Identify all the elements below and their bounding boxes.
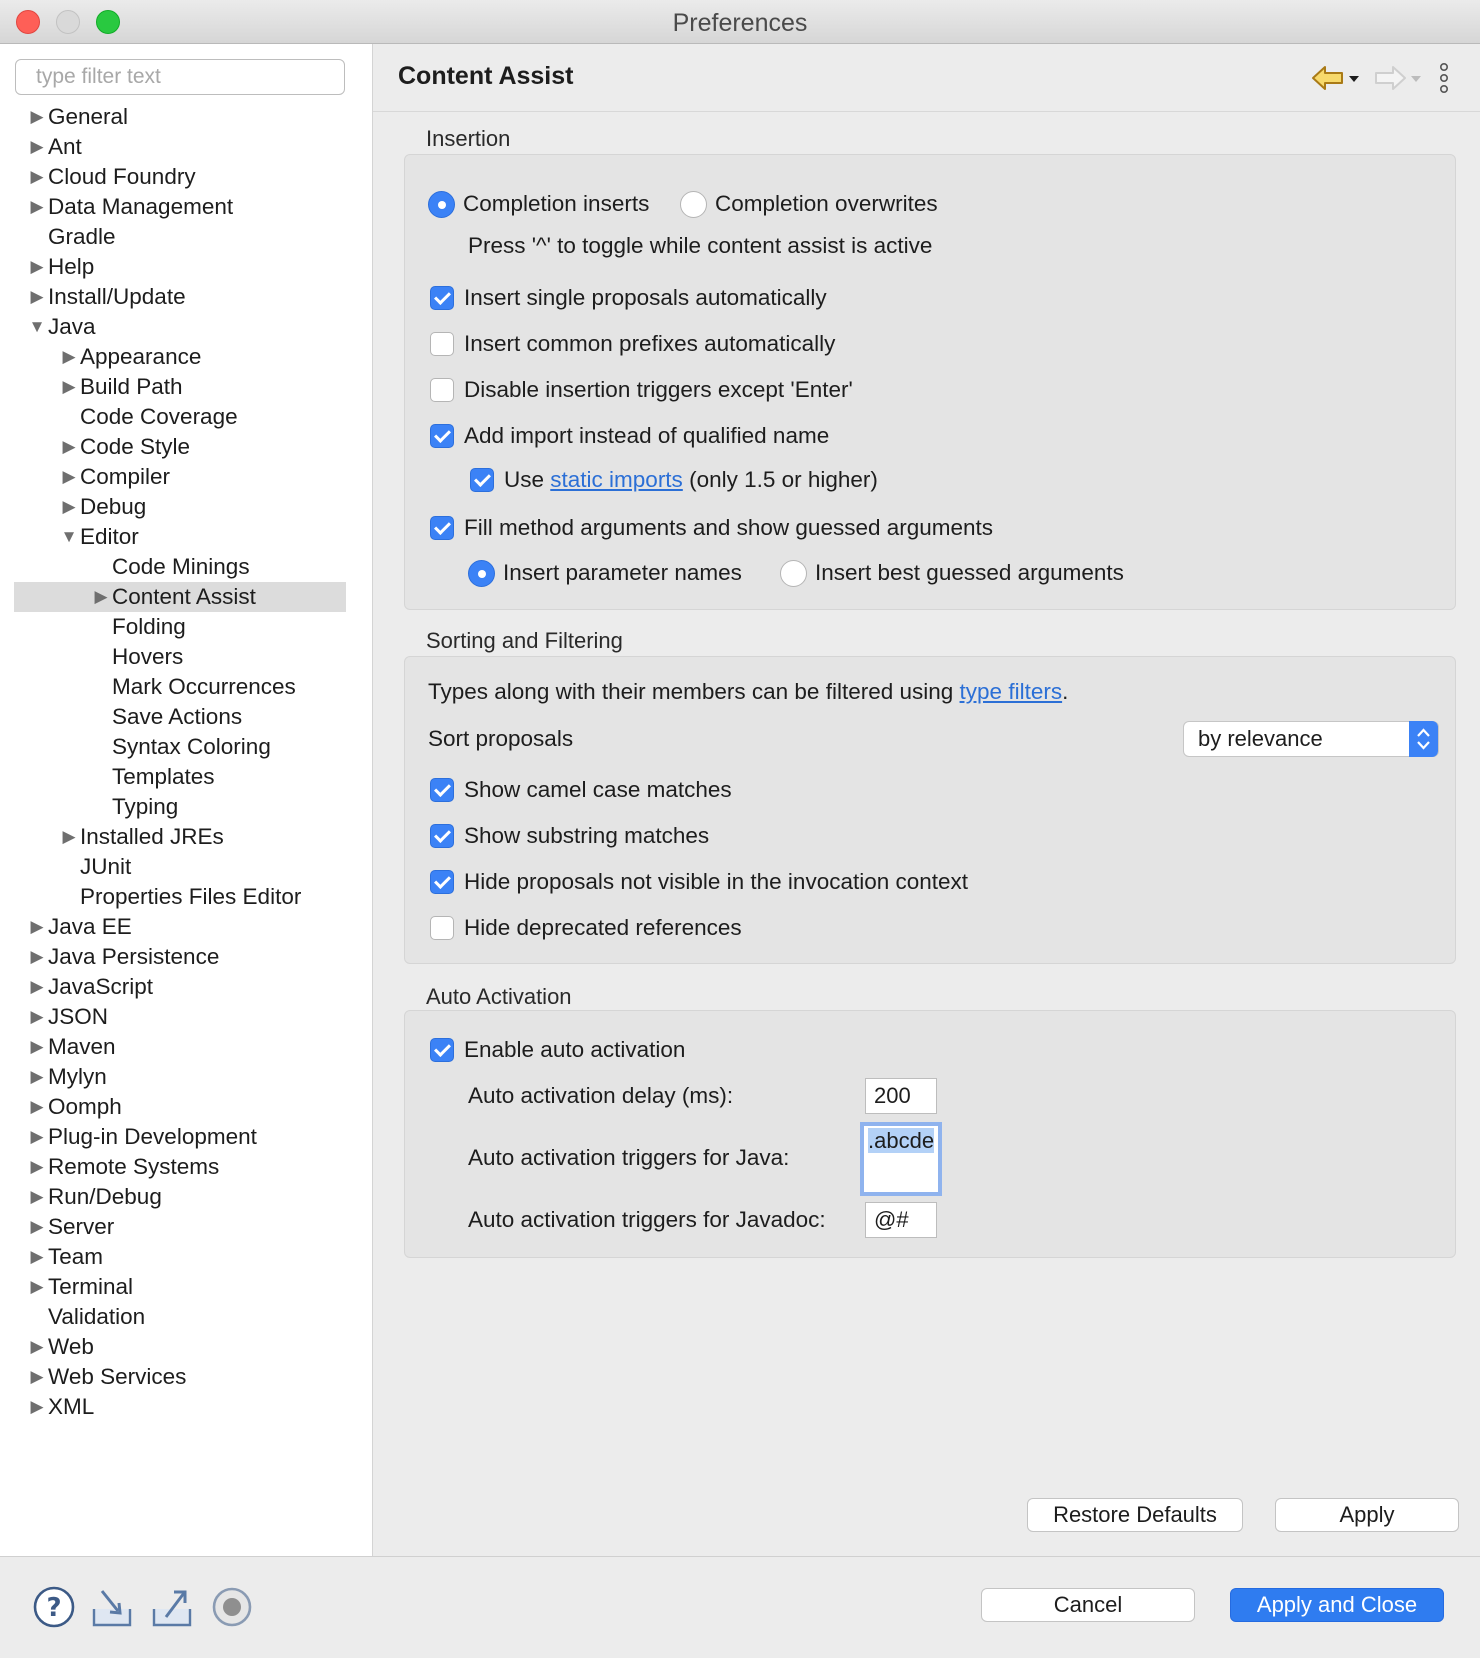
checkbox-checked[interactable] xyxy=(430,824,454,848)
sidebar-item-label: Mylyn xyxy=(48,1064,107,1089)
insert-single-checkbox[interactable] xyxy=(430,283,827,313)
sidebar-item-label: Data Management xyxy=(48,194,234,219)
sidebar-item-java-ee[interactable] xyxy=(14,912,346,942)
sidebar-item-label: XML xyxy=(48,1394,95,1419)
completion-inserts-radio[interactable] xyxy=(428,189,649,219)
toggle-hint: Press '^' to toggle while content assist is active xyxy=(468,233,933,258)
collapsed-triangle-icon[interactable]: ▶ xyxy=(30,1157,44,1176)
apply-and-close-button[interactable]: Apply and Close xyxy=(1230,1588,1444,1622)
collapsed-triangle-icon[interactable]: ▶ xyxy=(30,167,44,186)
sidebar-item-label: Syntax Coloring xyxy=(112,734,271,759)
completion-overwrites-label: Completion overwrites xyxy=(715,191,938,216)
add-import-label: Add import instead of qualified name xyxy=(464,423,830,448)
enable-auto-activation-checkbox[interactable] xyxy=(430,1035,685,1065)
sidebar-item-label: Code Minings xyxy=(112,554,250,579)
sidebar-item-label: Install/Update xyxy=(48,284,186,309)
camel-case-label: Show camel case matches xyxy=(464,777,732,802)
title-bar xyxy=(0,0,1480,44)
sidebar-item-label: Cloud Foundry xyxy=(48,164,196,189)
sidebar-item-templates[interactable] xyxy=(14,762,346,792)
collapsed-triangle-icon[interactable]: ▶ xyxy=(62,467,76,486)
insert-common-label: Insert common prefixes automatically xyxy=(464,331,836,356)
export-icon[interactable] xyxy=(150,1585,194,1629)
type-filters-link[interactable]: type filters xyxy=(959,679,1063,704)
sidebar-item-maven[interactable] xyxy=(14,1032,346,1062)
preferences-tree xyxy=(14,102,346,1422)
sort-proposals-select[interactable] xyxy=(1183,721,1439,757)
preferences-sidebar xyxy=(0,44,373,1556)
forward-arrow-icon[interactable] xyxy=(1373,62,1407,94)
sidebar-item-team[interactable] xyxy=(14,1242,346,1272)
collapsed-triangle-icon[interactable]: ▶ xyxy=(30,1067,44,1086)
sidebar-item-label: Code Style xyxy=(80,434,191,459)
sidebar-item-label: Hovers xyxy=(112,644,184,669)
collapsed-triangle-icon[interactable]: ▶ xyxy=(30,1337,44,1356)
sidebar-item-label: Appearance xyxy=(80,344,202,369)
sidebar-item-label: Validation xyxy=(48,1304,146,1329)
filter-input[interactable] xyxy=(15,59,345,95)
sidebar-item-web[interactable] xyxy=(14,1332,346,1362)
collapsed-triangle-icon[interactable]: ▶ xyxy=(30,1217,44,1236)
back-dropdown-icon[interactable] xyxy=(1347,62,1361,94)
sidebar-item-gradle[interactable] xyxy=(14,222,346,252)
collapsed-triangle-icon[interactable]: ▶ xyxy=(30,107,44,126)
sidebar-item-label: JavaScript xyxy=(48,974,154,999)
sidebar-item-label: Maven xyxy=(48,1034,116,1059)
hide-deprecated-label: Hide deprecated references xyxy=(464,915,742,940)
collapsed-triangle-icon[interactable]: ▶ xyxy=(30,947,44,966)
sidebar-item-appearance[interactable] xyxy=(14,342,346,372)
insert-best-guessed-label: Insert best guessed arguments xyxy=(815,560,1124,585)
sidebar-item-save-actions[interactable] xyxy=(14,702,346,732)
collapsed-triangle-icon[interactable]: ▶ xyxy=(62,437,76,456)
sidebar-item-label: Team xyxy=(48,1244,104,1269)
checkbox-checked[interactable] xyxy=(430,286,454,310)
sidebar-item-server[interactable] xyxy=(14,1212,346,1242)
sidebar-item-java[interactable] xyxy=(14,312,346,342)
sidebar-item-terminal[interactable] xyxy=(14,1272,346,1302)
sidebar-item-help[interactable] xyxy=(14,252,346,282)
sidebar-item-run-debug[interactable] xyxy=(14,1182,346,1212)
sidebar-item-code-minings[interactable] xyxy=(14,552,346,582)
sidebar-item-debug[interactable] xyxy=(14,492,346,522)
collapsed-triangle-icon[interactable]: ▶ xyxy=(30,137,44,156)
sidebar-item-label: Build Path xyxy=(80,374,183,399)
sidebar-item-compiler[interactable] xyxy=(14,462,346,492)
type-filters-period: . xyxy=(1062,679,1069,704)
use-static-imports-checkbox[interactable] xyxy=(470,465,878,495)
collapsed-triangle-icon[interactable]: ▶ xyxy=(30,1247,44,1266)
checkbox-unchecked[interactable] xyxy=(430,916,454,940)
sidebar-item-syntax-coloring[interactable] xyxy=(14,732,346,762)
collapsed-triangle-icon[interactable]: ▶ xyxy=(30,287,44,306)
sidebar-item-folding[interactable] xyxy=(14,612,346,642)
delay-input[interactable]: 200 xyxy=(865,1078,937,1114)
sidebar-item-label: JSON xyxy=(48,1004,109,1029)
java-triggers-value: .abcde xyxy=(868,1128,935,1153)
dialog-footer xyxy=(0,1556,1480,1658)
sidebar-item-editor[interactable] xyxy=(14,522,346,552)
checkbox-checked[interactable] xyxy=(430,516,454,540)
checkbox-checked[interactable] xyxy=(430,870,454,894)
sidebar-item-label: Content Assist xyxy=(112,584,256,609)
svg-text:?: ? xyxy=(46,1593,62,1623)
java-triggers-label: Auto activation triggers for Java: xyxy=(468,1145,790,1170)
collapsed-triangle-icon[interactable]: ▶ xyxy=(30,1397,44,1416)
expanded-triangle-icon[interactable]: ▼ xyxy=(60,527,78,546)
chevron-updown-icon xyxy=(1409,721,1438,757)
checkbox-unchecked[interactable] xyxy=(430,378,454,402)
help-icon[interactable] xyxy=(32,1585,76,1629)
fill-arguments-checkbox[interactable] xyxy=(430,513,993,543)
sidebar-item-javascript[interactable] xyxy=(14,972,346,1002)
restore-defaults-button[interactable]: Restore Defaults xyxy=(1027,1498,1243,1532)
expanded-triangle-icon[interactable]: ▼ xyxy=(28,317,46,336)
collapsed-triangle-icon[interactable]: ▶ xyxy=(94,587,108,606)
sidebar-item-ant[interactable] xyxy=(14,132,346,162)
completion-overwrites-radio[interactable] xyxy=(680,189,938,219)
sidebar-item-label: Web Services xyxy=(48,1364,187,1389)
collapsed-triangle-icon[interactable]: ▶ xyxy=(30,197,44,216)
cancel-button[interactable]: Cancel xyxy=(981,1588,1195,1622)
more-menu-icon[interactable] xyxy=(1437,62,1451,94)
sidebar-item-label: Mark Occurrences xyxy=(112,674,296,699)
collapsed-triangle-icon[interactable]: ▶ xyxy=(30,1037,44,1056)
fill-arguments-label: Fill method arguments and show guessed arguments xyxy=(464,515,994,540)
checkbox-checked[interactable] xyxy=(430,1038,454,1062)
sidebar-item-installed-jres[interactable] xyxy=(14,822,346,852)
sidebar-item-label: Java EE xyxy=(48,914,132,939)
radio-unselected[interactable] xyxy=(780,560,807,587)
sidebar-item-typing[interactable] xyxy=(14,792,346,822)
sidebar-item-label: Save Actions xyxy=(112,704,243,729)
collapsed-triangle-icon[interactable]: ▶ xyxy=(30,257,44,276)
radio-selected[interactable] xyxy=(468,560,495,587)
sidebar-item-web-services[interactable] xyxy=(14,1362,346,1392)
sidebar-item-label: Templates xyxy=(112,764,215,789)
sidebar-item-remote-systems[interactable] xyxy=(14,1152,346,1182)
page-header xyxy=(373,44,1480,112)
use-suffix-label: (only 1.5 or higher) xyxy=(689,467,878,492)
insert-single-label: Insert single proposals automatically xyxy=(464,285,827,310)
sidebar-item-label: Compiler xyxy=(80,464,171,489)
hide-invisible-label: Hide proposals not visible in the invocation context xyxy=(464,869,969,894)
sidebar-item-json[interactable] xyxy=(14,1002,346,1032)
type-filters-description: Types along with their members can be filtered using xyxy=(428,679,954,704)
disable-triggers-label: Disable insertion triggers except 'Enter' xyxy=(464,377,853,402)
window-title: Preferences xyxy=(672,9,808,37)
substring-label: Show substring matches xyxy=(464,823,710,848)
type-filters-text xyxy=(428,677,1068,707)
checkbox-checked[interactable] xyxy=(430,424,454,448)
sidebar-item-plug-in-development[interactable] xyxy=(14,1122,346,1152)
collapsed-triangle-icon[interactable]: ▶ xyxy=(30,1277,44,1296)
collapsed-triangle-icon[interactable]: ▶ xyxy=(30,977,44,996)
sidebar-item-install-update[interactable] xyxy=(14,282,346,312)
radio-selected[interactable] xyxy=(428,191,455,218)
sidebar-item-mylyn[interactable] xyxy=(14,1062,346,1092)
sidebar-item-label: Run/Debug xyxy=(48,1184,162,1209)
add-import-checkbox[interactable] xyxy=(430,421,829,451)
sidebar-item-label: Properties Files Editor xyxy=(80,884,302,909)
collapsed-triangle-icon[interactable]: ▶ xyxy=(62,497,76,516)
sidebar-item-label: Debug xyxy=(80,494,147,519)
sidebar-item-xml[interactable] xyxy=(14,1392,346,1422)
enable-auto-activation-label: Enable auto activation xyxy=(464,1037,686,1062)
sidebar-item-label: General xyxy=(48,104,129,129)
use-label: Use xyxy=(504,467,545,492)
collapsed-triangle-icon[interactable]: ▶ xyxy=(30,917,44,936)
sidebar-item-code-coverage[interactable] xyxy=(14,402,346,432)
sidebar-item-label: Editor xyxy=(80,524,139,549)
sort-proposals-label: Sort proposals xyxy=(428,726,574,751)
sidebar-item-label: Terminal xyxy=(48,1274,134,1299)
insert-common-checkbox[interactable] xyxy=(430,329,835,359)
collapsed-triangle-icon[interactable]: ▶ xyxy=(30,1127,44,1146)
sidebar-item-oomph[interactable] xyxy=(14,1092,346,1122)
insert-parameter-names-radio[interactable] xyxy=(468,558,742,588)
sort-proposals-value: by relevance xyxy=(1198,726,1323,751)
sidebar-item-label: Gradle xyxy=(48,224,116,249)
sidebar-item-label: Typing xyxy=(112,794,179,819)
sidebar-item-mark-occurrences[interactable] xyxy=(14,672,346,702)
page-title: Content Assist xyxy=(398,62,574,90)
collapsed-triangle-icon[interactable]: ▶ xyxy=(30,1367,44,1386)
collapsed-triangle-icon[interactable]: ▶ xyxy=(30,1097,44,1116)
import-icon[interactable] xyxy=(90,1585,134,1629)
oomph-record-icon[interactable] xyxy=(210,1585,254,1629)
checkbox-unchecked[interactable] xyxy=(430,332,454,356)
insert-parameter-names-label: Insert parameter names xyxy=(503,560,742,585)
delay-label: Auto activation delay (ms): xyxy=(468,1083,734,1108)
sidebar-item-label: Oomph xyxy=(48,1094,122,1119)
sidebar-item-label: Remote Systems xyxy=(48,1154,220,1179)
sorting-section-title: Sorting and Filtering xyxy=(426,628,623,653)
javadoc-triggers-input[interactable]: @# xyxy=(865,1202,937,1238)
sidebar-item-label: Java xyxy=(48,314,96,339)
sidebar-item-hovers[interactable] xyxy=(14,642,346,672)
sidebar-item-code-style[interactable] xyxy=(14,432,346,462)
collapsed-triangle-icon[interactable]: ▶ xyxy=(62,377,76,396)
camel-case-checkbox[interactable] xyxy=(430,775,732,805)
checkbox-checked[interactable] xyxy=(430,778,454,802)
sidebar-item-cloud-foundry[interactable] xyxy=(14,162,346,192)
sidebar-item-label: Installed JREs xyxy=(80,824,224,849)
sidebar-item-label: Server xyxy=(48,1214,115,1239)
java-triggers-input[interactable] xyxy=(860,1122,942,1196)
sidebar-item-data-management[interactable] xyxy=(14,192,346,222)
sidebar-item-label: JUnit xyxy=(80,854,132,879)
static-imports-link[interactable]: static imports xyxy=(550,467,683,492)
hide-deprecated-checkbox[interactable] xyxy=(430,913,742,943)
substring-checkbox[interactable] xyxy=(430,821,709,851)
sidebar-item-label: Web xyxy=(48,1334,94,1359)
collapsed-triangle-icon[interactable]: ▶ xyxy=(62,347,76,366)
sidebar-item-label: Code Coverage xyxy=(80,404,238,429)
sidebar-item-general[interactable] xyxy=(14,102,346,132)
sidebar-item-properties-files-editor[interactable] xyxy=(14,882,346,912)
sidebar-item-label: Ant xyxy=(48,134,82,159)
sidebar-item-content-assist[interactable] xyxy=(14,582,346,612)
collapsed-triangle-icon[interactable]: ▶ xyxy=(62,827,76,846)
insertion-section-title: Insertion xyxy=(426,126,511,151)
sidebar-item-label: Folding xyxy=(112,614,186,639)
disable-triggers-checkbox[interactable] xyxy=(430,375,853,405)
sidebar-item-junit[interactable] xyxy=(14,852,346,882)
completion-inserts-label: Completion inserts xyxy=(463,191,650,216)
back-arrow-icon[interactable] xyxy=(1311,62,1345,94)
apply-button[interactable]: Apply xyxy=(1275,1498,1459,1532)
sidebar-item-validation[interactable] xyxy=(14,1302,346,1332)
sidebar-item-build-path[interactable] xyxy=(14,372,346,402)
sidebar-item-java-persistence[interactable] xyxy=(14,942,346,972)
auto-activation-section-title: Auto Activation xyxy=(426,984,572,1009)
forward-dropdown-icon[interactable] xyxy=(1409,62,1423,94)
checkbox-checked[interactable] xyxy=(470,468,494,492)
sidebar-item-label: Plug-in Development xyxy=(48,1124,257,1149)
collapsed-triangle-icon[interactable]: ▶ xyxy=(30,1187,44,1206)
hide-invisible-checkbox[interactable] xyxy=(430,867,968,897)
javadoc-triggers-label: Auto activation triggers for Javadoc: xyxy=(468,1207,826,1232)
radio-unselected[interactable] xyxy=(680,191,707,218)
sidebar-item-label: Java Persistence xyxy=(48,944,220,969)
collapsed-triangle-icon[interactable]: ▶ xyxy=(30,1007,44,1026)
sidebar-item-label: Help xyxy=(48,254,95,279)
insert-best-guessed-radio[interactable] xyxy=(780,558,1124,588)
